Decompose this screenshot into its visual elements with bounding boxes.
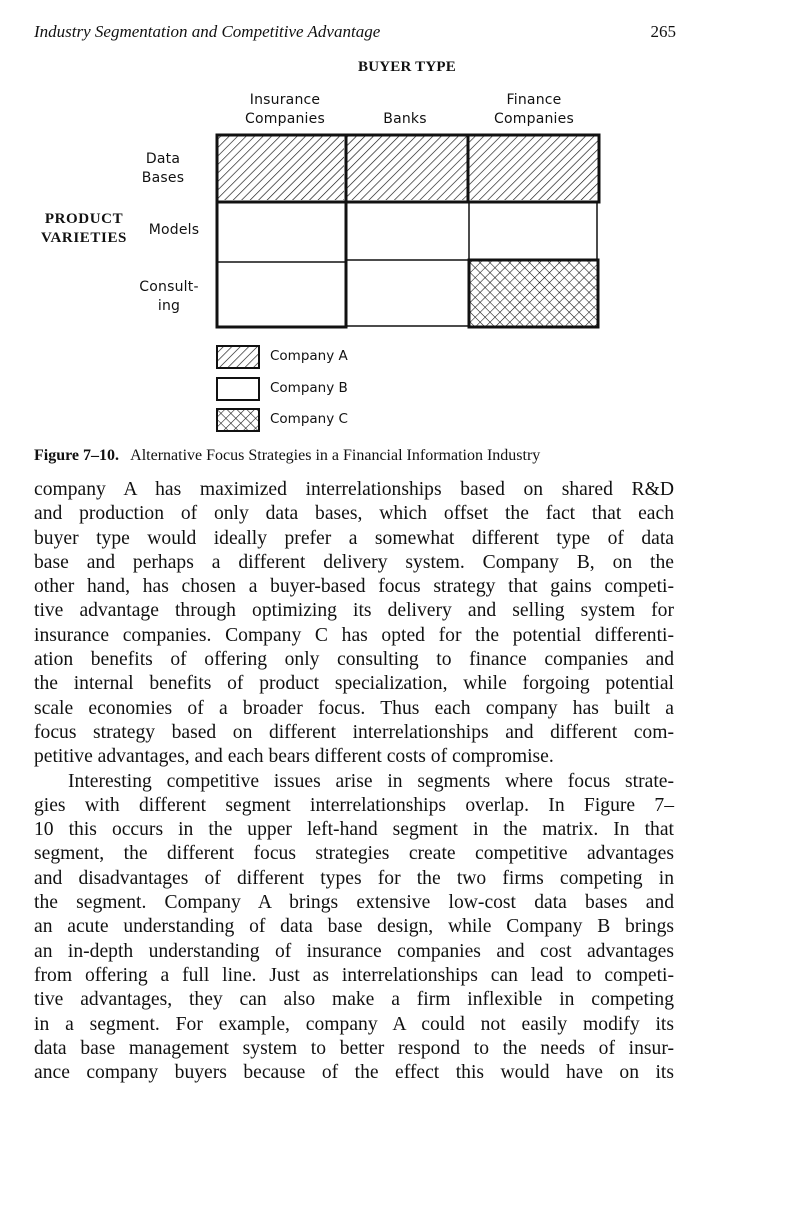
column-header-line: Finance bbox=[506, 92, 562, 108]
legend-swatch-crosshatch bbox=[216, 408, 260, 432]
text-line: ance company buyers because of the effect this would have on its bbox=[34, 1062, 674, 1084]
company-b-outline bbox=[217, 202, 346, 327]
row-axis-title-line: VARIETIES bbox=[41, 230, 127, 246]
text-line: the internal benefits of product specialization, while forgoing potential bbox=[34, 673, 674, 695]
text-line: company A has maximized interrelationships based on shared R&D bbox=[34, 479, 674, 500]
row-header-line: Bases bbox=[141, 170, 185, 186]
text-line: in a segment. For example, company A could not easily modify its bbox=[34, 1013, 674, 1035]
running-title: Industry Segmentation and Competitive Advantage bbox=[34, 22, 381, 41]
legend-swatch-outline bbox=[216, 377, 260, 401]
text-line: focus strategy based on different interrelationships and different com- bbox=[34, 721, 674, 743]
cell-data-bases-finance bbox=[469, 136, 598, 200]
text-line: petitive advantages, and each bears different costs of compromise. bbox=[34, 746, 554, 768]
text-line: ation benefits of offering only consulting to finance companies and bbox=[34, 649, 674, 671]
row-axis-title-line: PRODUCT bbox=[44, 211, 124, 227]
caption-text: Alternative Focus Strategies in a Financial Information Industry bbox=[130, 447, 541, 464]
row-header-line: Data bbox=[145, 151, 181, 167]
matrix-grid bbox=[0, 0, 786, 450]
figure-caption bbox=[34, 447, 540, 465]
text-line: tive advantages, they can also make a firm inflexible in competing bbox=[34, 989, 674, 1011]
text-line: data base management system to better respond to the needs of insur- bbox=[34, 1037, 674, 1059]
text-line: an in-depth understanding of insurance companies and cost advantages bbox=[34, 940, 674, 962]
column-header-line: Companies bbox=[494, 111, 574, 127]
text-line: segment, the different focus strategies create competitive advantages bbox=[34, 843, 674, 865]
legend-label: Company A bbox=[270, 348, 348, 364]
caption-label: Figure 7–10. bbox=[34, 447, 120, 464]
cell-consulting-finance bbox=[470, 261, 598, 326]
column-header-line: Insurance bbox=[249, 92, 321, 108]
text-line: scale economies of a broader focus. Thus each company has built a bbox=[34, 697, 674, 719]
cell-data-bases-banks bbox=[347, 136, 467, 200]
text-line: the segment. Company A brings extensive low-cost data bases and bbox=[34, 892, 674, 914]
row-header-line: Models bbox=[148, 222, 200, 238]
column-header-line: Companies bbox=[245, 111, 325, 127]
body-text bbox=[34, 478, 674, 1085]
buyer-type-title: BUYER TYPE bbox=[358, 59, 456, 75]
figure-matrix bbox=[0, 0, 786, 450]
text-line: and production of only data bases, which offset the fact that each bbox=[34, 503, 674, 525]
text-line: Interesting competitive issues arise in segments where focus strate- bbox=[68, 770, 674, 792]
text-line: tive advantage through optimizing its delivery and selling system for bbox=[34, 600, 674, 622]
text-line: 10 this occurs in the upper left-hand segment in the matrix. In that bbox=[34, 819, 674, 841]
row-header-line: ing bbox=[157, 298, 181, 314]
row-header-line: Consult- bbox=[139, 279, 199, 295]
page-number: 265 bbox=[650, 22, 676, 41]
text-line: and disadvantages of different types for the two firms competing in bbox=[34, 867, 674, 889]
text-line: from offering a full line. Just as interrelationships can lead to competi- bbox=[34, 964, 674, 986]
legend-label: Company B bbox=[270, 380, 348, 396]
column-header-line: Banks bbox=[383, 111, 427, 127]
cell-data-bases-insurance bbox=[218, 136, 344, 200]
text-line: insurance companies. Company C has opted for the potential differenti- bbox=[34, 624, 674, 646]
text-line: gies with different segment interrelationships overlap. In Figure 7– bbox=[34, 794, 674, 816]
legend-swatch-hatch bbox=[216, 345, 260, 369]
legend-label: Company C bbox=[270, 411, 348, 427]
text-line: base and perhaps a different delivery system. Company B, on the bbox=[34, 551, 674, 573]
text-line: other hand, has chosen a buyer-based focus strategy that gains competi- bbox=[34, 576, 674, 598]
text-line: an acute understanding of data base design, while Company B brings bbox=[34, 916, 674, 938]
text-line: buyer type would ideally prefer a somewhat different type of data bbox=[34, 527, 674, 549]
